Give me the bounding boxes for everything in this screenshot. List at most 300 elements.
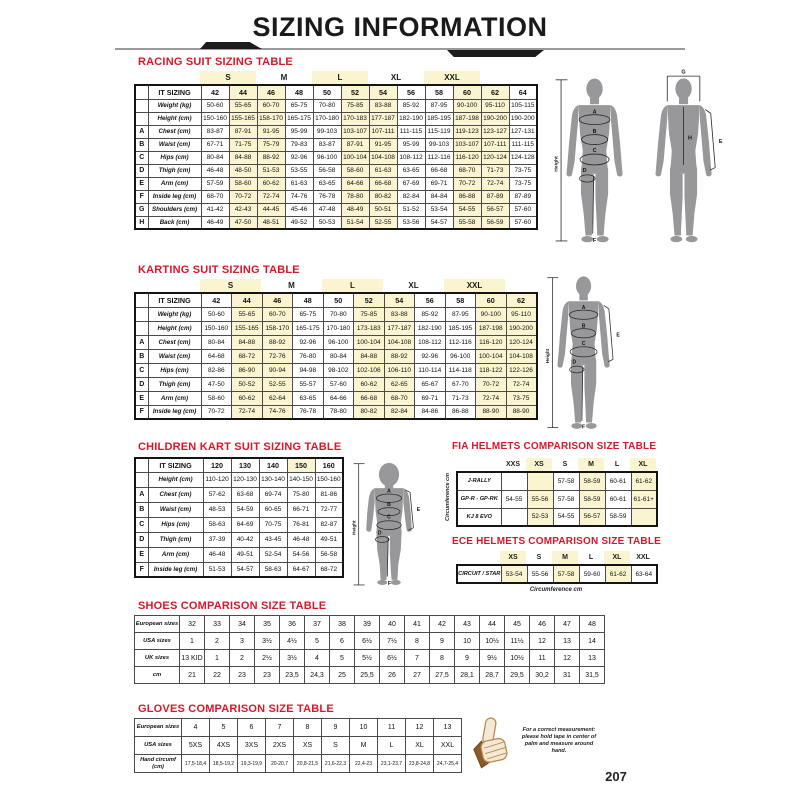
measure-row [135, 391, 537, 405]
value-cell: 59-60 [579, 565, 605, 583]
size-header-cell: 62 [481, 85, 509, 99]
value-cell: 49-51 [231, 547, 259, 562]
value-cell: 60-65 [259, 502, 287, 517]
sizing-table-grid [134, 292, 538, 420]
thigh-measure-label: D [582, 168, 587, 175]
value-cell: 96-100 [445, 349, 476, 363]
value-cell: 87-91 [341, 138, 369, 151]
value-cell: 61-61+ [631, 490, 657, 508]
size-header-cell: 48 [285, 85, 313, 99]
ece-circumference-caption: Circumference cm [529, 587, 583, 593]
fia-helmets-table-title: FIA HELMETS COMPARISON SIZE TABLE [452, 441, 657, 452]
it-sizing-label: IT SIZING [148, 85, 201, 99]
value-cell: 28,7 [480, 667, 505, 684]
value-cell: 58-60 [201, 391, 232, 405]
sizing-table-grid [134, 84, 538, 230]
letter-cell: G [135, 203, 148, 216]
value-cell: 3XS [238, 737, 266, 755]
value-cell: 56-58 [315, 547, 343, 562]
thigh-measure-label: D [377, 530, 382, 537]
value-cell: 76-81 [287, 517, 315, 532]
value-cell: 94-98 [293, 363, 324, 377]
value-cell: 48-51 [257, 216, 285, 229]
height-measure-label: Height [351, 520, 357, 535]
value-cell: 61-63 [285, 177, 313, 190]
size-group-header: M [288, 281, 295, 290]
value-cell: 58-59 [605, 508, 631, 526]
value-cell: 88-92 [257, 151, 285, 164]
value-cell: 71-75 [229, 138, 257, 151]
value-cell: 5½ [355, 650, 380, 667]
measure-row [135, 99, 537, 112]
value-cell: 4XS [210, 737, 238, 755]
value-cell: 150-160 [315, 472, 343, 487]
value-cell: 41 [405, 616, 430, 633]
value-cell: 127-131 [509, 125, 537, 138]
children-kart-suit-table-title: CHILDREN KART SUIT SIZING TABLE [138, 441, 342, 453]
value-cell: 11 [530, 650, 555, 667]
value-cell: 150-160 [201, 112, 229, 125]
arm-measure-label: E [416, 506, 421, 513]
comparison-row [135, 616, 605, 633]
size-header-cell: XS [500, 551, 526, 564]
value-cell: 46-48 [201, 164, 229, 177]
measure-row [135, 532, 343, 547]
value-cell: 10 [455, 633, 480, 650]
value-cell: 56-59 [481, 216, 509, 229]
value-cell: 84-88 [232, 335, 263, 349]
it-sizing-row [135, 293, 537, 307]
value-cell: 63-65 [313, 177, 341, 190]
row-label: Height (cm) [148, 112, 201, 125]
value-cell: 20,8-21,5 [294, 755, 322, 773]
row-label: Waist (cm) [148, 349, 201, 363]
value-cell: 62-65 [384, 377, 415, 391]
racing-suit-table-title: RACING SUIT SIZING TABLE [138, 56, 293, 68]
measure-row [135, 562, 343, 577]
value-cell: 9 [430, 633, 455, 650]
value-cell: 55-56 [527, 565, 553, 583]
size-header-cell: XS [526, 458, 552, 471]
row-label: Thigh (cm) [148, 532, 203, 547]
size-header-cell: 50 [313, 85, 341, 99]
value-cell: 92-96 [293, 335, 324, 349]
value-cell: XS [294, 737, 322, 755]
measure-row [135, 307, 537, 321]
value-cell: 99-103 [313, 125, 341, 138]
value-cell: 84-88 [229, 151, 257, 164]
value-cell: 56-57 [579, 508, 605, 526]
value-cell: L [378, 737, 406, 755]
header-spacer [456, 551, 500, 564]
row-label: Inside leg (cm) [148, 405, 201, 419]
value-cell: 29,5 [505, 667, 530, 684]
value-cell: 66-71 [287, 502, 315, 517]
value-cell: 8 [430, 650, 455, 667]
value-cell: 44 [480, 616, 505, 633]
size-header-cell: 54 [384, 293, 415, 307]
divider-tab [200, 42, 262, 49]
value-cell: 47 [555, 616, 580, 633]
helmet-table-grid [456, 471, 658, 527]
row-label: Thigh (cm) [148, 164, 201, 177]
value-cell: 51-52 [397, 203, 425, 216]
value-cell: 158-170 [257, 112, 285, 125]
value-cell: 76-78 [293, 405, 324, 419]
ece-helmets-table-title: ECE HELMETS COMPARISON SIZE TABLE [452, 536, 662, 547]
value-cell: 72-74 [506, 377, 537, 391]
value-cell: 116-120 [476, 335, 507, 349]
value-cell: 120-124 [481, 151, 509, 164]
value-cell [631, 508, 657, 526]
value-cell: 48 [580, 616, 605, 633]
value-cell: 54-56 [287, 547, 315, 562]
value-cell: 58-59 [579, 490, 605, 508]
value-cell: 90-100 [453, 99, 481, 112]
value-cell: 65-75 [293, 307, 324, 321]
value-cell: 64-67 [287, 562, 315, 577]
value-cell: 19,3-19,9 [238, 755, 266, 773]
size-header-cell: 56 [415, 293, 446, 307]
helmet-table-grid [456, 564, 658, 584]
arm-measure-label: E [616, 332, 620, 339]
children-kart-suit-sizing-table [134, 457, 344, 578]
value-cell: 70-72 [476, 377, 507, 391]
value-cell: 70-72 [453, 177, 481, 190]
value-cell: 33 [205, 616, 230, 633]
value-cell: 185-195 [445, 321, 476, 335]
measure-row [135, 216, 537, 229]
row-label: Inside leg (cm) [148, 190, 201, 203]
value-cell: 66-68 [354, 391, 385, 405]
value-cell: 85-92 [415, 307, 446, 321]
measure-row [135, 125, 537, 138]
value-cell: 31 [555, 667, 580, 684]
value-cell: 5 [330, 650, 355, 667]
size-group-row [200, 71, 538, 84]
value-cell: 187-198 [453, 112, 481, 125]
value-cell: 8 [294, 719, 322, 737]
value-cell: 58-60 [229, 177, 257, 190]
value-cell: 12 [406, 719, 434, 737]
size-header-cell: 54 [369, 85, 397, 99]
measure-row [135, 112, 537, 125]
value-cell: 67-69 [397, 177, 425, 190]
measure-row [135, 363, 537, 377]
value-cell: 42-43 [229, 203, 257, 216]
value-cell: 75-79 [257, 138, 285, 151]
value-cell: 9 [455, 650, 480, 667]
value-cell: 71-73 [481, 164, 509, 177]
value-cell: 60-62 [257, 177, 285, 190]
measure-row [135, 349, 537, 363]
value-cell: 75-85 [354, 307, 385, 321]
value-cell: 64-66 [323, 391, 354, 405]
value-cell: 28,1 [455, 667, 480, 684]
value-cell: 88-90 [476, 405, 507, 419]
value-cell: 26 [380, 667, 405, 684]
measure-row [135, 547, 343, 562]
value-cell: 103-107 [341, 125, 369, 138]
value-cell: 57-59 [201, 177, 229, 190]
value-cell: 63-65 [397, 164, 425, 177]
value-cell: 84-86 [415, 405, 446, 419]
value-cell: 37 [305, 616, 330, 633]
letter-cell: E [135, 391, 148, 405]
value-cell: 118-122 [476, 363, 507, 377]
value-cell: 68-72 [232, 349, 263, 363]
value-cell: 57-58 [553, 565, 579, 583]
value-cell: 69-74 [259, 487, 287, 502]
value-cell: 170-180 [313, 112, 341, 125]
value-cell: 88-92 [384, 349, 415, 363]
value-cell: 58-63 [259, 562, 287, 577]
measure-row [135, 405, 537, 419]
value-cell: 83-88 [384, 307, 415, 321]
value-cell: 46-49 [201, 216, 229, 229]
value-cell: 44-45 [257, 203, 285, 216]
value-cell: 23,1-23,7 [378, 755, 406, 773]
thigh-measure-label: D [572, 359, 577, 366]
value-cell: 11½ [505, 633, 530, 650]
value-cell: 27 [405, 667, 430, 684]
value-cell: 106-110 [384, 363, 415, 377]
value-cell: 108-112 [397, 151, 425, 164]
value-cell: 63-65 [293, 391, 324, 405]
value-cell: 20-20,7 [266, 755, 294, 773]
row-label: USA sizes [135, 737, 182, 755]
value-cell: 55-65 [232, 307, 263, 321]
comparison-row [135, 667, 605, 684]
value-cell: 82-84 [397, 190, 425, 203]
row-label: European sizes [135, 616, 180, 633]
size-group-header: M [280, 73, 288, 82]
model-label: GP-R - GP-RK [457, 490, 501, 508]
value-cell: 1 [180, 633, 205, 650]
value-cell: 76-80 [293, 349, 324, 363]
hips-measure-label: C [581, 341, 586, 348]
value-cell: 48-53 [203, 502, 231, 517]
value-cell: 61-62 [605, 565, 631, 583]
value-cell: 90-94 [262, 363, 293, 377]
value-cell: 111-115 [397, 125, 425, 138]
value-cell: 87-95 [445, 307, 476, 321]
size-header-cell: 58 [425, 85, 453, 99]
value-cell: 122-126 [506, 363, 537, 377]
value-cell: 70-75 [259, 517, 287, 532]
value-cell: 24,3 [305, 667, 330, 684]
karting-suit-table-title: KARTING SUIT SIZING TABLE [138, 264, 300, 276]
value-cell: 64-69 [231, 517, 259, 532]
size-group-row [200, 279, 538, 292]
value-cell: 73-75 [509, 177, 537, 190]
value-cell: 72-74 [232, 405, 263, 419]
value-cell: 60-70 [257, 99, 285, 112]
value-cell: 95-110 [506, 307, 537, 321]
height-measure-label: Height [554, 156, 560, 172]
helmet-row [457, 508, 657, 526]
value-cell: 52-54 [259, 547, 287, 562]
value-cell: 43-45 [259, 532, 287, 547]
row-label: Inside leg (cm) [148, 562, 203, 577]
letter-cell: C [135, 363, 148, 377]
letter-cell: A [135, 125, 148, 138]
value-cell: 84-88 [354, 349, 385, 363]
value-cell: 87-95 [425, 99, 453, 112]
value-cell: 25 [330, 667, 355, 684]
value-cell: 96-100 [323, 335, 354, 349]
inside-leg-measure-label: F [582, 424, 586, 431]
size-header-cell: XL [630, 458, 656, 471]
value-cell: 107-111 [369, 125, 397, 138]
row-label: Weight (kg) [148, 99, 201, 112]
karting-body-figure [544, 276, 624, 436]
karting-suit-sizing-table [134, 279, 538, 420]
value-cell: 73-75 [506, 391, 537, 405]
value-cell: 7½ [380, 633, 405, 650]
value-cell: 70-80 [313, 99, 341, 112]
value-cell: 5XS [182, 737, 210, 755]
value-cell: 3½ [280, 650, 305, 667]
value-cell: 4 [182, 719, 210, 737]
value-cell: 10½ [505, 650, 530, 667]
letter-cell [135, 321, 148, 335]
value-cell: 12 [555, 650, 580, 667]
measure-row [135, 335, 537, 349]
value-cell: 51-53 [257, 164, 285, 177]
sizing-table-grid [134, 457, 344, 578]
value-cell: 17,5-18,4 [182, 755, 210, 773]
value-cell: 10½ [480, 633, 505, 650]
value-cell: 70-72 [229, 190, 257, 203]
value-cell: 99-103 [425, 138, 453, 151]
value-cell: 81-86 [315, 487, 343, 502]
value-cell: 30,2 [530, 667, 555, 684]
letter-cell: D [135, 164, 148, 177]
value-cell: 87-89 [509, 190, 537, 203]
value-cell: 3½ [255, 633, 280, 650]
value-cell: 66-68 [369, 177, 397, 190]
size-group-header: S [200, 279, 261, 292]
value-cell: 119-123 [453, 125, 481, 138]
value-cell: 79-83 [285, 138, 313, 151]
value-cell: 155-165 [229, 112, 257, 125]
gloves-comparison-table [134, 718, 462, 773]
size-group-header: L [312, 71, 368, 84]
value-cell: 60-62 [354, 377, 385, 391]
value-cell: 2XS [266, 737, 294, 755]
value-cell: 58-59 [579, 472, 605, 490]
value-cell: 68-70 [201, 190, 229, 203]
value-cell: 177-187 [384, 321, 415, 335]
measure-row [135, 472, 343, 487]
letter-cell: B [135, 502, 148, 517]
value-cell: 7 [405, 650, 430, 667]
value-cell: 60-61 [605, 490, 631, 508]
measure-row [135, 377, 537, 391]
letter-cell [135, 472, 148, 487]
value-cell: 52-55 [262, 377, 293, 391]
value-cell: 31,5 [580, 667, 605, 684]
value-cell: 52-55 [369, 216, 397, 229]
value-cell: 86-90 [232, 363, 263, 377]
value-cell: 45 [505, 616, 530, 633]
value-cell: 57-60 [509, 203, 537, 216]
value-cell: 32 [180, 616, 205, 633]
value-cell: 53-55 [285, 164, 313, 177]
value-cell: 85-92 [397, 99, 425, 112]
letter-cell [135, 458, 148, 472]
value-cell: 95-110 [481, 99, 509, 112]
value-cell: 53-54 [425, 203, 453, 216]
value-cell: 50-53 [313, 216, 341, 229]
size-group-header [480, 71, 508, 84]
value-cell: 51-54 [341, 216, 369, 229]
letter-cell: E [135, 177, 148, 190]
value-cell: 187-198 [476, 321, 507, 335]
value-cell: 54-55 [453, 203, 481, 216]
value-cell: 104-108 [384, 335, 415, 349]
value-cell: 108-112 [415, 335, 446, 349]
value-cell: 60-61 [605, 472, 631, 490]
header-rule [115, 48, 685, 50]
value-cell: 3 [230, 633, 255, 650]
value-cell: 57-60 [323, 377, 354, 391]
value-cell: 87-91 [229, 125, 257, 138]
size-header-cell: 48 [293, 293, 324, 307]
size-header-cell: 58 [445, 293, 476, 307]
row-label: Weight (kg) [148, 307, 201, 321]
measure-row [135, 203, 537, 216]
value-cell: 88-92 [262, 335, 293, 349]
value-cell: 5 [210, 719, 238, 737]
value-cell: 22,4-23 [350, 755, 378, 773]
value-cell: 112-116 [445, 335, 476, 349]
value-cell: 82-87 [315, 517, 343, 532]
size-group-header: S [200, 71, 256, 84]
value-cell: 46-48 [287, 532, 315, 547]
waist-measure-label: B [581, 323, 586, 330]
row-label: Back (cm) [148, 216, 201, 229]
value-cell: 43 [455, 616, 480, 633]
row-label: Height (cm) [148, 472, 203, 487]
size-group-header: XXL [444, 279, 505, 292]
value-cell: XXL [434, 737, 462, 755]
size-group-header: XL [390, 73, 402, 82]
size-header-cell: 46 [257, 85, 285, 99]
value-cell: 76-78 [313, 190, 341, 203]
row-label: UK sizes [135, 650, 180, 667]
value-cell: 64-68 [201, 349, 232, 363]
model-label: KJ 8 EVO [457, 508, 501, 526]
size-header-cell: 62 [506, 293, 537, 307]
value-cell: 98-102 [323, 363, 354, 377]
value-cell: 69-71 [425, 177, 453, 190]
value-cell: 27,5 [430, 667, 455, 684]
value-cell: 57-62 [203, 487, 231, 502]
inside-leg-measure-label: F [387, 580, 391, 587]
value-cell: 63-64 [631, 565, 657, 583]
value-cell: 24,7-25,4 [434, 755, 462, 773]
value-cell: 75-85 [341, 99, 369, 112]
size-header-cell: L [614, 461, 620, 468]
value-cell: 83-87 [313, 138, 341, 151]
value-cell: 190-200 [509, 112, 537, 125]
height-measure-label: Height [545, 348, 551, 364]
value-cell: 21 [180, 667, 205, 684]
waist-measure-label: B [387, 501, 391, 508]
helmet-size-header-row [456, 458, 658, 471]
